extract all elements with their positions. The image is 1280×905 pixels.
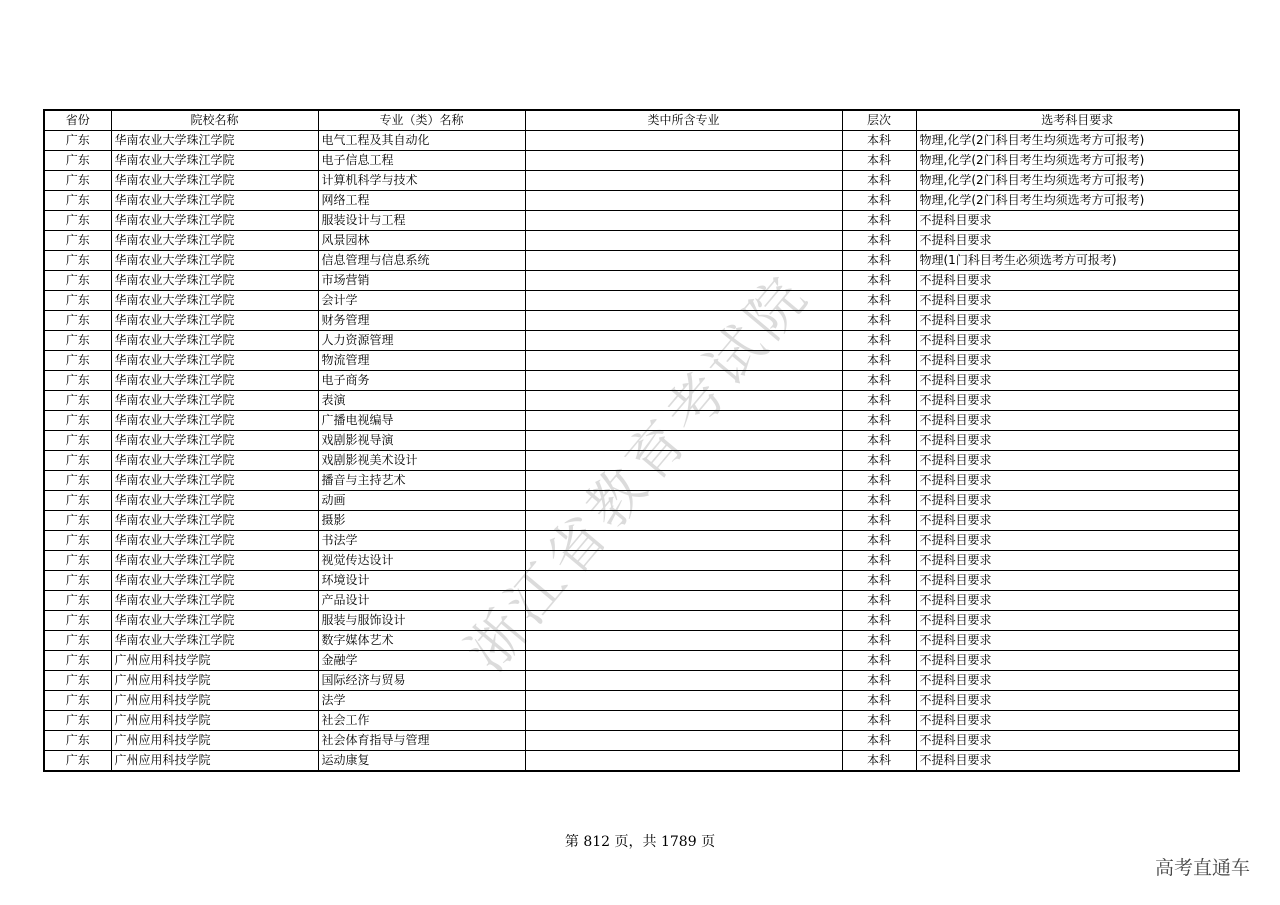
cell-school-name: 华南农业大学珠江学院	[111, 211, 318, 231]
table-row	[44, 351, 1239, 371]
cell-major-name: 服装设计与工程	[318, 211, 525, 231]
cell-level: 本科	[842, 211, 916, 231]
cell-school-name: 华南农业大学珠江学院	[111, 571, 318, 591]
cell-province: 广东	[44, 651, 111, 671]
cell-level: 本科	[842, 671, 916, 691]
cell-subject-requirements: 不提科目要求	[916, 531, 1239, 551]
cell-subject-requirements: 不提科目要求	[916, 351, 1239, 371]
cell-level: 本科	[842, 371, 916, 391]
cell-subject-requirements: 不提科目要求	[916, 691, 1239, 711]
cell-school-name: 华南农业大学珠江学院	[111, 311, 318, 331]
table-row	[44, 371, 1239, 391]
cell-province: 广东	[44, 731, 111, 751]
cell-subject-requirements: 不提科目要求	[916, 551, 1239, 571]
cell-level: 本科	[842, 571, 916, 591]
cell-level: 本科	[842, 551, 916, 571]
cell-subject-requirements: 不提科目要求	[916, 611, 1239, 631]
header-included-majors: 类中所含专业	[525, 110, 842, 131]
cell-province: 广东	[44, 451, 111, 471]
cell-level: 本科	[842, 691, 916, 711]
cell-province: 广东	[44, 211, 111, 231]
table-row	[44, 591, 1239, 611]
table-row	[44, 411, 1239, 431]
cell-major-name: 物流管理	[318, 351, 525, 371]
cell-province: 广东	[44, 511, 111, 531]
header-level: 层次	[842, 110, 916, 131]
table-row	[44, 231, 1239, 251]
cell-included-majors	[525, 191, 842, 211]
header-school-name: 院校名称	[111, 110, 318, 131]
cell-major-name: 戏剧影视美术设计	[318, 451, 525, 471]
table-row	[44, 191, 1239, 211]
cell-level: 本科	[842, 351, 916, 371]
cell-school-name: 广州应用科技学院	[111, 731, 318, 751]
cell-level: 本科	[842, 471, 916, 491]
cell-major-name: 金融学	[318, 651, 525, 671]
cell-major-name: 风景园林	[318, 231, 525, 251]
cell-province: 广东	[44, 411, 111, 431]
cell-level: 本科	[842, 271, 916, 291]
cell-subject-requirements: 不提科目要求	[916, 231, 1239, 251]
cell-included-majors	[525, 631, 842, 651]
cell-school-name: 华南农业大学珠江学院	[111, 551, 318, 571]
cell-level: 本科	[842, 451, 916, 471]
cell-included-majors	[525, 531, 842, 551]
cell-school-name: 广州应用科技学院	[111, 691, 318, 711]
cell-level: 本科	[842, 231, 916, 251]
cell-subject-requirements: 不提科目要求	[916, 511, 1239, 531]
cell-major-name: 市场营销	[318, 271, 525, 291]
cell-province: 广东	[44, 311, 111, 331]
cell-school-name: 华南农业大学珠江学院	[111, 451, 318, 471]
table-row	[44, 711, 1239, 731]
header-subject-requirements: 选考科目要求	[916, 110, 1239, 131]
cell-subject-requirements: 不提科目要求	[916, 491, 1239, 511]
cell-included-majors	[525, 211, 842, 231]
cell-included-majors	[525, 491, 842, 511]
cell-school-name: 华南农业大学珠江学院	[111, 251, 318, 271]
cell-subject-requirements: 不提科目要求	[916, 331, 1239, 351]
cell-major-name: 摄影	[318, 511, 525, 531]
table-row	[44, 471, 1239, 491]
cell-province: 广东	[44, 431, 111, 451]
cell-included-majors	[525, 671, 842, 691]
table-row	[44, 511, 1239, 531]
cell-level: 本科	[842, 711, 916, 731]
table-row	[44, 631, 1239, 651]
cell-subject-requirements: 不提科目要求	[916, 271, 1239, 291]
cell-province: 广东	[44, 571, 111, 591]
brand-logo-text: 高考直通车	[1154, 857, 1250, 879]
cell-province: 广东	[44, 391, 111, 411]
cell-major-name: 数字媒体艺术	[318, 631, 525, 651]
table-row	[44, 151, 1239, 171]
cell-subject-requirements: 不提科目要求	[916, 471, 1239, 491]
cell-subject-requirements: 不提科目要求	[916, 671, 1239, 691]
cell-level: 本科	[842, 431, 916, 451]
cell-subject-requirements: 不提科目要求	[916, 591, 1239, 611]
cell-major-name: 动画	[318, 491, 525, 511]
cell-subject-requirements: 不提科目要求	[916, 711, 1239, 731]
cell-province: 广东	[44, 251, 111, 271]
cell-province: 广东	[44, 491, 111, 511]
cell-level: 本科	[842, 191, 916, 211]
cell-school-name: 广州应用科技学院	[111, 711, 318, 731]
cell-school-name: 广州应用科技学院	[111, 751, 318, 772]
table-body	[44, 131, 1239, 772]
cell-major-name: 服装与服饰设计	[318, 611, 525, 631]
cell-included-majors	[525, 171, 842, 191]
cell-school-name: 华南农业大学珠江学院	[111, 351, 318, 371]
cell-major-name: 社会体育指导与管理	[318, 731, 525, 751]
cell-school-name: 华南农业大学珠江学院	[111, 491, 318, 511]
cell-school-name: 华南农业大学珠江学院	[111, 431, 318, 451]
cell-major-name: 国际经济与贸易	[318, 671, 525, 691]
cell-major-name: 社会工作	[318, 711, 525, 731]
cell-major-name: 会计学	[318, 291, 525, 311]
cell-school-name: 华南农业大学珠江学院	[111, 151, 318, 171]
table-row	[44, 211, 1239, 231]
cell-subject-requirements: 不提科目要求	[916, 571, 1239, 591]
cell-subject-requirements: 物理,化学(2门科目考生均须选考方可报考)	[916, 151, 1239, 171]
cell-province: 广东	[44, 671, 111, 691]
cell-subject-requirements: 不提科目要求	[916, 411, 1239, 431]
cell-province: 广东	[44, 151, 111, 171]
cell-included-majors	[525, 591, 842, 611]
cell-major-name: 计算机科学与技术	[318, 171, 525, 191]
cell-province: 广东	[44, 131, 111, 151]
cell-subject-requirements: 不提科目要求	[916, 391, 1239, 411]
cell-included-majors	[525, 431, 842, 451]
cell-province: 广东	[44, 291, 111, 311]
cell-subject-requirements: 物理,化学(2门科目考生均须选考方可报考)	[916, 171, 1239, 191]
cell-school-name: 华南农业大学珠江学院	[111, 171, 318, 191]
admission-requirements-table	[43, 109, 1240, 772]
cell-province: 广东	[44, 711, 111, 731]
cell-subject-requirements: 不提科目要求	[916, 311, 1239, 331]
cell-included-majors	[525, 551, 842, 571]
cell-level: 本科	[842, 591, 916, 611]
cell-level: 本科	[842, 391, 916, 411]
cell-subject-requirements: 不提科目要求	[916, 211, 1239, 231]
cell-included-majors	[525, 571, 842, 591]
table-row	[44, 251, 1239, 271]
table-row	[44, 431, 1239, 451]
cell-included-majors	[525, 511, 842, 531]
cell-major-name: 网络工程	[318, 191, 525, 211]
cell-province: 广东	[44, 631, 111, 651]
page-number: 第 812 页，共 1789 页	[564, 834, 716, 850]
cell-level: 本科	[842, 171, 916, 191]
header-major-name: 专业（类）名称	[318, 110, 525, 131]
cell-included-majors	[525, 151, 842, 171]
cell-level: 本科	[842, 651, 916, 671]
cell-included-majors	[525, 471, 842, 491]
cell-subject-requirements: 不提科目要求	[916, 451, 1239, 471]
watermark: 浙江省教育考试院	[454, 262, 823, 684]
table-row	[44, 271, 1239, 291]
cell-included-majors	[525, 751, 842, 772]
cell-province: 广东	[44, 371, 111, 391]
cell-school-name: 华南农业大学珠江学院	[111, 271, 318, 291]
cell-major-name: 电气工程及其自动化	[318, 131, 525, 151]
cell-included-majors	[525, 231, 842, 251]
cell-level: 本科	[842, 731, 916, 751]
cell-subject-requirements: 物理,化学(2门科目考生均须选考方可报考)	[916, 191, 1239, 211]
cell-major-name: 电子商务	[318, 371, 525, 391]
cell-province: 广东	[44, 751, 111, 772]
table-row	[44, 171, 1239, 191]
cell-included-majors	[525, 311, 842, 331]
table-row	[44, 131, 1239, 151]
cell-major-name: 书法学	[318, 531, 525, 551]
cell-province: 广东	[44, 591, 111, 611]
cell-major-name: 视觉传达设计	[318, 551, 525, 571]
cell-included-majors	[525, 611, 842, 631]
cell-major-name: 信息管理与信息系统	[318, 251, 525, 271]
cell-school-name: 华南农业大学珠江学院	[111, 371, 318, 391]
cell-school-name: 华南农业大学珠江学院	[111, 471, 318, 491]
table-row	[44, 531, 1239, 551]
table-row	[44, 651, 1239, 671]
cell-subject-requirements: 不提科目要求	[916, 731, 1239, 751]
cell-major-name: 运动康复	[318, 751, 525, 772]
cell-subject-requirements: 不提科目要求	[916, 751, 1239, 772]
cell-school-name: 广州应用科技学院	[111, 651, 318, 671]
cell-province: 广东	[44, 531, 111, 551]
cell-level: 本科	[842, 611, 916, 631]
cell-included-majors	[525, 651, 842, 671]
cell-subject-requirements: 不提科目要求	[916, 631, 1239, 651]
cell-level: 本科	[842, 531, 916, 551]
cell-major-name: 广播电视编导	[318, 411, 525, 431]
cell-province: 广东	[44, 171, 111, 191]
cell-province: 广东	[44, 611, 111, 631]
cell-included-majors	[525, 371, 842, 391]
cell-major-name: 电子信息工程	[318, 151, 525, 171]
cell-subject-requirements: 不提科目要求	[916, 371, 1239, 391]
table-row	[44, 691, 1239, 711]
table-row	[44, 391, 1239, 411]
cell-subject-requirements: 不提科目要求	[916, 291, 1239, 311]
cell-level: 本科	[842, 631, 916, 651]
table-row	[44, 491, 1239, 511]
cell-subject-requirements: 不提科目要求	[916, 431, 1239, 451]
table-row	[44, 331, 1239, 351]
cell-level: 本科	[842, 511, 916, 531]
cell-included-majors	[525, 271, 842, 291]
cell-level: 本科	[842, 331, 916, 351]
cell-province: 广东	[44, 331, 111, 351]
cell-included-majors	[525, 351, 842, 371]
cell-major-name: 产品设计	[318, 591, 525, 611]
cell-included-majors	[525, 451, 842, 471]
cell-included-majors	[525, 411, 842, 431]
cell-school-name: 华南农业大学珠江学院	[111, 291, 318, 311]
cell-school-name: 华南农业大学珠江学院	[111, 631, 318, 651]
cell-major-name: 戏剧影视导演	[318, 431, 525, 451]
cell-school-name: 华南农业大学珠江学院	[111, 391, 318, 411]
cell-included-majors	[525, 251, 842, 271]
cell-major-name: 法学	[318, 691, 525, 711]
cell-included-majors	[525, 331, 842, 351]
cell-included-majors	[525, 391, 842, 411]
cell-province: 广东	[44, 351, 111, 371]
cell-level: 本科	[842, 311, 916, 331]
cell-province: 广东	[44, 271, 111, 291]
cell-included-majors	[525, 731, 842, 751]
cell-subject-requirements: 不提科目要求	[916, 651, 1239, 671]
table-row	[44, 571, 1239, 591]
table-row	[44, 611, 1239, 631]
cell-subject-requirements: 物理(1门科目考生必须选考方可报考)	[916, 251, 1239, 271]
cell-province: 广东	[44, 191, 111, 211]
cell-major-name: 环境设计	[318, 571, 525, 591]
cell-subject-requirements: 物理,化学(2门科目考生均须选考方可报考)	[916, 131, 1239, 151]
cell-included-majors	[525, 291, 842, 311]
table-row	[44, 551, 1239, 571]
cell-major-name: 表演	[318, 391, 525, 411]
cell-level: 本科	[842, 751, 916, 772]
cell-province: 广东	[44, 551, 111, 571]
cell-major-name: 财务管理	[318, 311, 525, 331]
cell-school-name: 华南农业大学珠江学院	[111, 331, 318, 351]
cell-level: 本科	[842, 151, 916, 171]
cell-school-name: 华南农业大学珠江学院	[111, 591, 318, 611]
cell-level: 本科	[842, 411, 916, 431]
table-row	[44, 731, 1239, 751]
cell-province: 广东	[44, 691, 111, 711]
cell-level: 本科	[842, 491, 916, 511]
cell-school-name: 华南农业大学珠江学院	[111, 231, 318, 251]
cell-school-name: 华南农业大学珠江学院	[111, 511, 318, 531]
cell-included-majors	[525, 711, 842, 731]
cell-school-name: 华南农业大学珠江学院	[111, 411, 318, 431]
cell-level: 本科	[842, 291, 916, 311]
cell-level: 本科	[842, 251, 916, 271]
table-row	[44, 291, 1239, 311]
table-row	[44, 671, 1239, 691]
cell-province: 广东	[44, 231, 111, 251]
table-row	[44, 451, 1239, 471]
cell-included-majors	[525, 691, 842, 711]
cell-major-name: 播音与主持艺术	[318, 471, 525, 491]
cell-major-name: 人力资源管理	[318, 331, 525, 351]
cell-province: 广东	[44, 471, 111, 491]
cell-level: 本科	[842, 131, 916, 151]
cell-included-majors	[525, 131, 842, 151]
cell-school-name: 华南农业大学珠江学院	[111, 611, 318, 631]
header-province: 省份	[44, 110, 111, 131]
cell-school-name: 华南农业大学珠江学院	[111, 531, 318, 551]
table-row	[44, 751, 1239, 772]
table-row	[44, 311, 1239, 331]
cell-school-name: 华南农业大学珠江学院	[111, 131, 318, 151]
cell-school-name: 广州应用科技学院	[111, 671, 318, 691]
table-header-row	[44, 110, 1239, 131]
cell-school-name: 华南农业大学珠江学院	[111, 191, 318, 211]
